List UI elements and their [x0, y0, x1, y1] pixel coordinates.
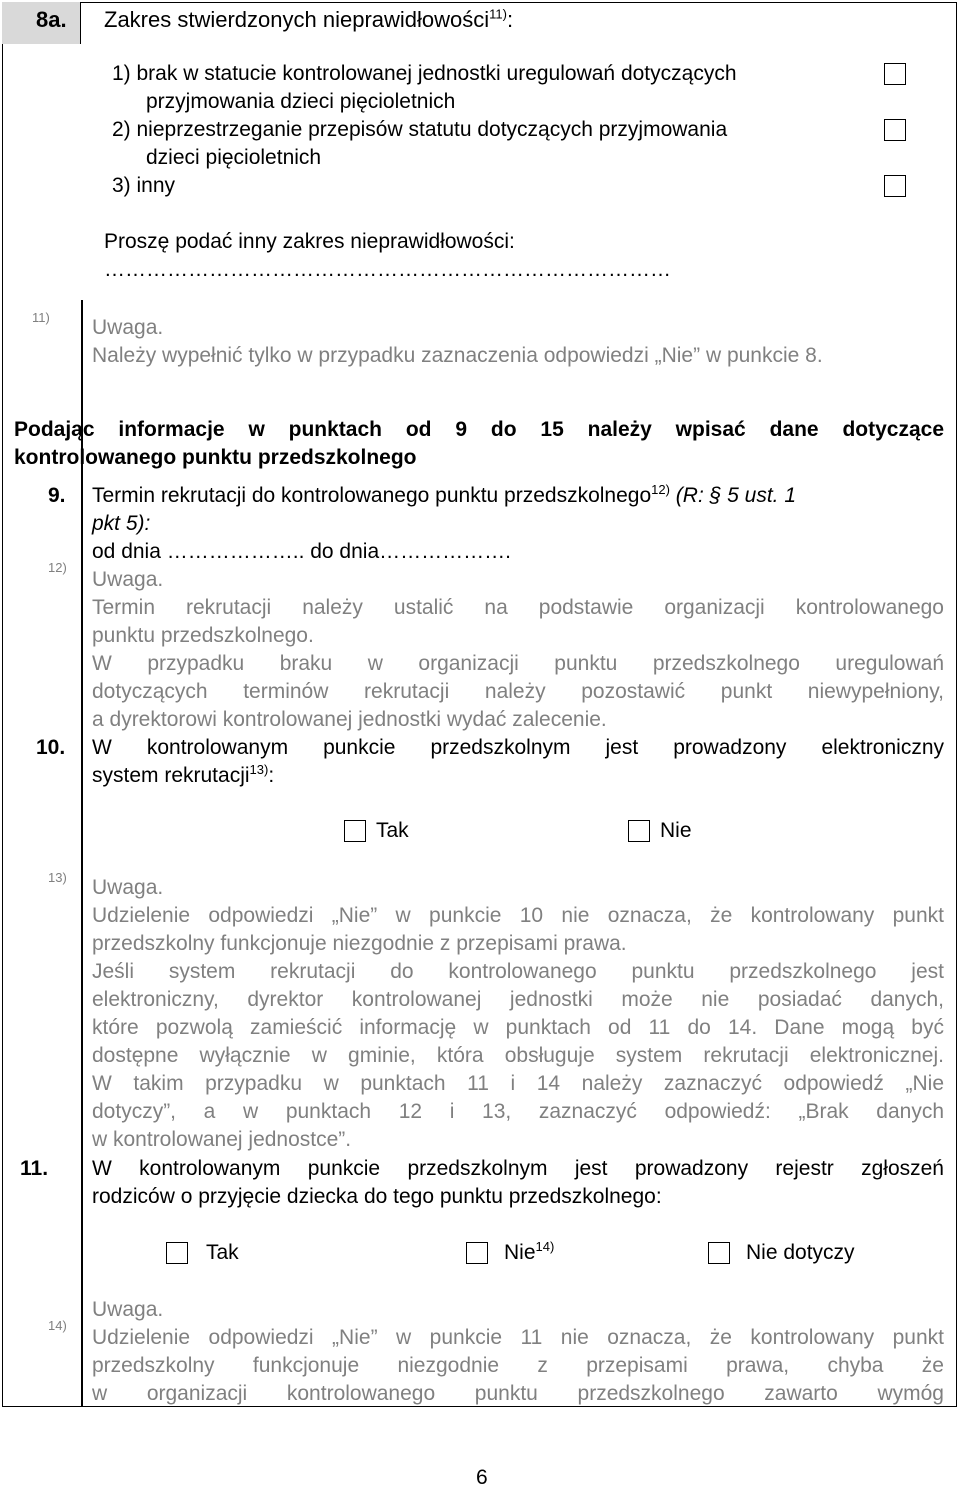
note-12-line: punktu przedszkolnego. [92, 624, 314, 647]
note-14-line: w organizacji kontrolowanego punktu przedszkolnego zawarto wymóg [92, 1382, 944, 1405]
note-12-line: a dyrektorowi kontrolowanej jednostki wydać zalecenie. [92, 708, 607, 731]
note-14-line: Udzielenie odpowiedzi „Nie” w punkcie 11 nie oznacza, że kontrolowany punkt [92, 1326, 944, 1349]
option-3-text: 3) inny [112, 174, 176, 197]
question-10-number: 10. [36, 736, 66, 759]
q11-yes-label: Tak [206, 1241, 239, 1264]
q11-no-checkbox[interactable] [466, 1242, 488, 1264]
note-13-line: W takim przypadku w punktach 11 i 14 należy zaznaczyć odpowiedź „Nie [92, 1072, 944, 1095]
note-title-13: Uwaga. [92, 876, 164, 899]
legal-reference: (R: § 5 ust. 1 [675, 484, 797, 507]
note-12-line: Termin rekrutacji należy ustalić na podstawie organizacji kontrolowanego [92, 596, 944, 619]
question-9-number: 9. [48, 484, 66, 507]
note-title-12: Uwaga. [92, 568, 164, 591]
note-12-line: dotyczących terminów rekrutacji należy pozostawić punkt niewypełniony, [92, 680, 944, 703]
note-13-line: Jeśli system rekrutacji do kontrolowanego punktu przedszkolnego jest [92, 960, 944, 983]
note-13-line: które pozwolą zamieścić informację w punktach od 11 do 14. Dane mogą być [92, 1016, 944, 1039]
option-2-text: 2) nieprzestrzeganie przepisów statutu dotyczących przyjmowania [112, 118, 728, 141]
note-13-line: dostępne wyłącznie w gminie, która obsługuje system rekrutacji elektronicznej. [92, 1044, 944, 1067]
page-number: 6 [476, 1466, 488, 1489]
note-text-11: Należy wypełnić tylko w przypadku zaznaczenia odpowiedzi „Nie” w punkcie 8. [92, 344, 823, 367]
intro-heading-cont: kontrolowanego punktu przedszkolnego [14, 446, 417, 469]
question-11-text-cont: rodziców o przyjęcie dziecka do tego punktu przedszkolnego: [92, 1185, 662, 1208]
option-2-checkbox[interactable] [884, 119, 906, 141]
note-13-line: w kontrolowanej jednostce”. [92, 1128, 352, 1151]
intro-heading: Podając informacje w punktach od 9 do 15 należy wpisać dane dotyczące [14, 418, 944, 441]
q10-yes-checkbox[interactable] [344, 820, 366, 842]
q11-na-label: Nie dotyczy [746, 1241, 855, 1264]
question-11-number: 11. [20, 1157, 49, 1180]
question-10-text-cont: system rekrutacji$^{13)}$: [92, 762, 275, 787]
footnote-ref-14: 14) [48, 1318, 67, 1333]
q10-yes-label: Tak [376, 819, 409, 842]
note-13-line: przedszkolny funkcjonuje niezgodnie z przepisami prawa. [92, 932, 627, 955]
footnote-ref-12: 12) [48, 560, 67, 575]
option-1-checkbox[interactable] [884, 63, 906, 85]
other-irregularity-prompt: Proszę podać inny zakres nieprawidłowości: [104, 230, 515, 253]
q10-no-checkbox[interactable] [628, 820, 650, 842]
note-title-11: Uwaga. [92, 316, 164, 339]
section-title: Zakres stwierdzonych nieprawidłowości$^{11)}$: [104, 6, 514, 32]
footnote-ref-13: 13) [48, 870, 67, 885]
note-14-line: przedszkolny funkcjonuje niezgodnie z przepisami prawa, chyba że [92, 1354, 944, 1377]
option-3-checkbox[interactable] [884, 175, 906, 197]
other-irregularity-field[interactable]: ……………………………………………………………………… [104, 258, 671, 281]
note-title-14: Uwaga. [92, 1298, 164, 1321]
footnote-ref-11: 11) [32, 310, 50, 325]
q10-no-label: Nie [660, 819, 692, 842]
q11-no-label: Nie$^{14)}$ [504, 1239, 555, 1264]
note-13-line: dotyczy”, a w punktach 12 i 13, zaznaczyć odpowiedź: „Brak danych [92, 1100, 944, 1123]
question-11-text: W kontrolowanym punkcie przedszkolnym jest prowadzony rejestr zgłoszeń [92, 1157, 944, 1180]
question-10-text: W kontrolowanym punkcie przedszkolnym jest prowadzony elektroniczny [92, 736, 944, 759]
section-number: 8a. [36, 7, 67, 32]
option-1-text: 1) brak w statucie kontrolowanej jednostki uregulowań dotyczących [112, 62, 737, 85]
note-12-line: W przypadku braku w organizacji punktu przedszkolnego uregulowań [92, 652, 944, 675]
option-2-text-cont: dzieci pięcioletnich [146, 146, 322, 169]
option-1-text-cont: przyjmowania dzieci pięcioletnich [146, 90, 456, 113]
note-13-line: elektroniczny, dyrektor kontrolowanej jednostki może nie posiadać danych, [92, 988, 944, 1011]
legal-reference-cont: pkt 5): [92, 512, 151, 535]
recruitment-dates-field[interactable]: od dnia ……………….. do dnia………………. [92, 540, 511, 563]
q11-na-checkbox[interactable] [708, 1242, 730, 1264]
q11-yes-checkbox[interactable] [166, 1242, 188, 1264]
question-9-text: Termin rekrutacji do kontrolowanego punktu przedszkolnego$^{12)}$ (R: § 5 ust. 1 [92, 482, 797, 507]
note-13-line: Udzielenie odpowiedzi „Nie” w punkcie 10 nie oznacza, że kontrolowany punkt [92, 904, 944, 927]
